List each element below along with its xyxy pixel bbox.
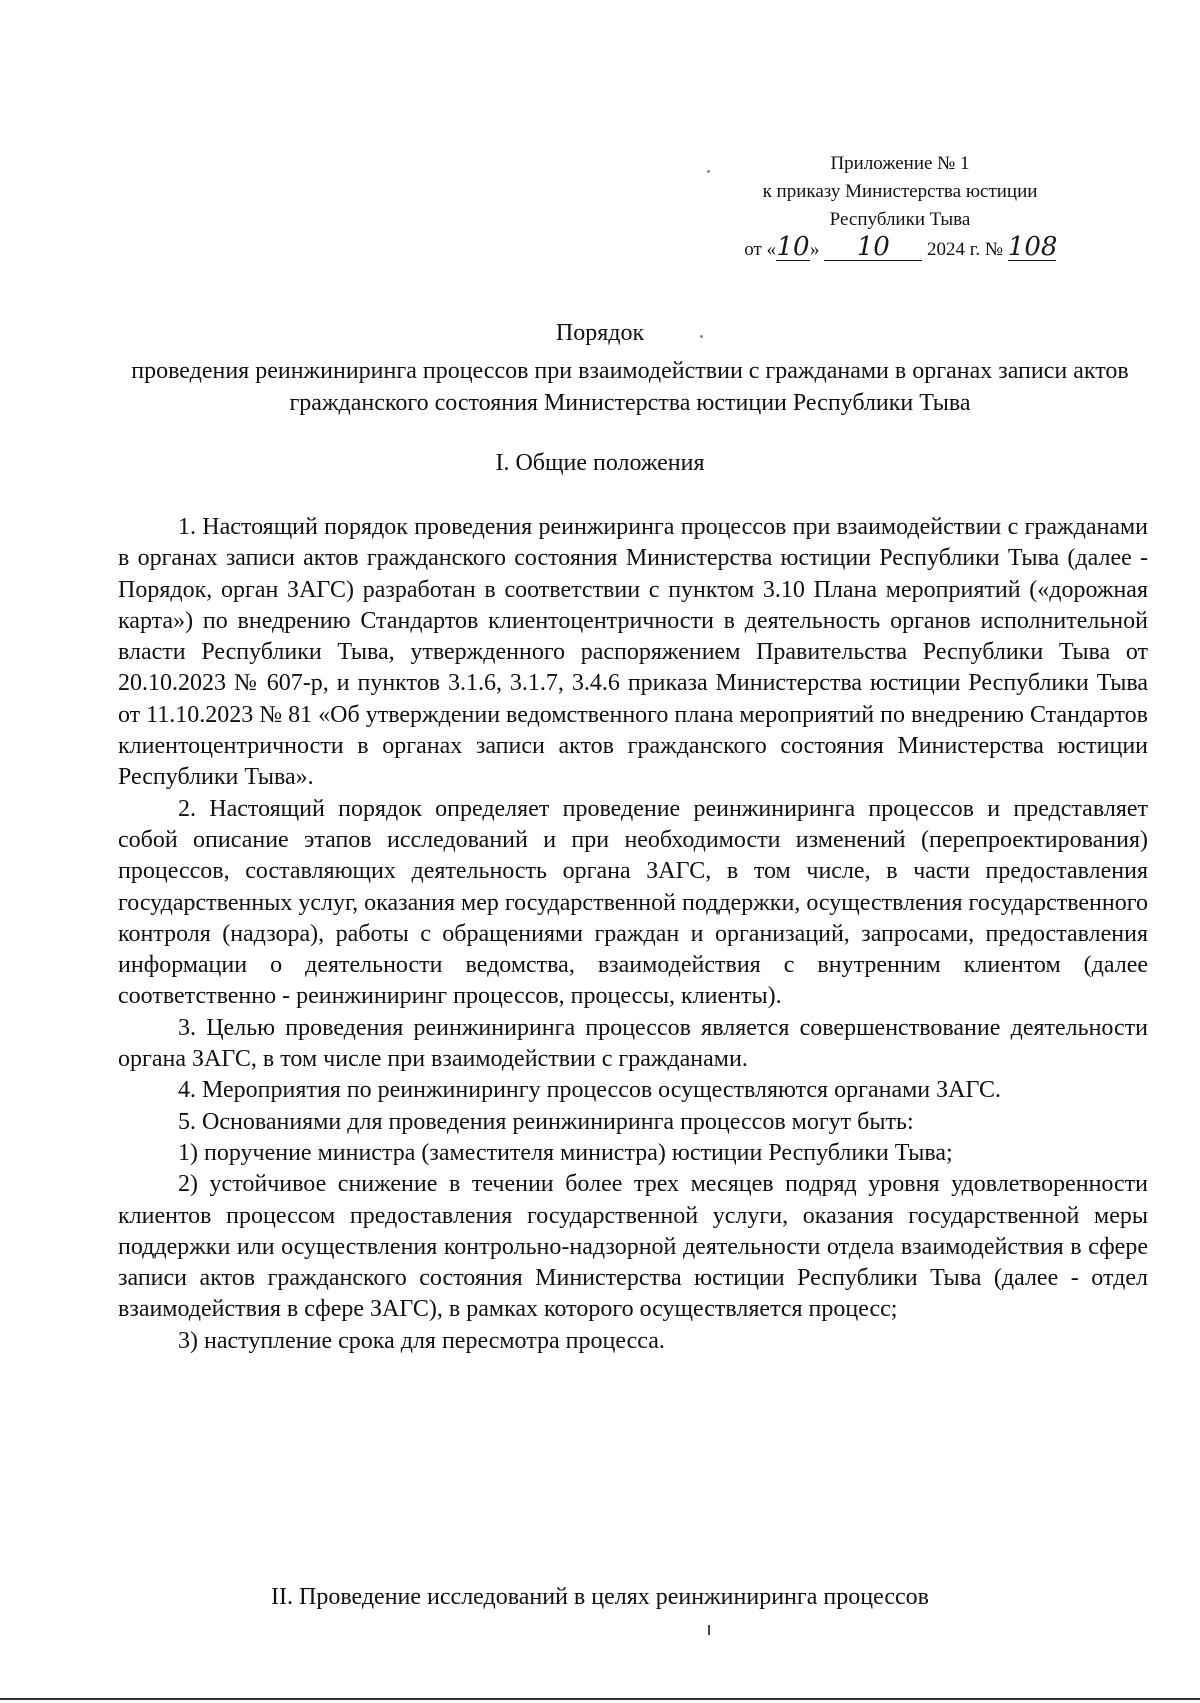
appendix-line-2: к приказу Министерства юстиции bbox=[762, 181, 1038, 202]
page-bottom-edge bbox=[0, 1698, 1200, 1700]
date-year: 2024 г. № bbox=[927, 239, 1004, 260]
date-day-suffix: » bbox=[810, 239, 820, 260]
handwritten-order-number: 108 bbox=[1007, 232, 1058, 262]
appendix-block bbox=[700, 150, 1100, 264]
paragraph-2: 2. Настоящий порядок определяет проведение реинжиниринга процессов и представляет собой описание этапов исследований и при необходимости изменений (перепроектирования) процессов, составляющих деятельность органа ЗАГС, в том числе, в части предоставления государственных услуг, оказания мер государственной поддержки, осуществления государственного контроля (надзора), работы с обращениями граждан и организаций, запросами, предоставления информации о деятельности ведомства, взаимодействия с внутренним клиентом (далее соответственно - реинжиниринг процессов, процессы, клиенты). bbox=[118, 795, 1148, 1010]
handwritten-month: 10 bbox=[824, 234, 922, 261]
appendix-line-1: Приложение № 1 bbox=[830, 153, 970, 174]
paragraph-4: 4. Мероприятия по реинжинирингу процессов осуществляются органами ЗАГС. bbox=[178, 1077, 1002, 1104]
scan-speck bbox=[708, 1625, 710, 1635]
paragraph-5: 5. Основаниями для проведения реинжиниринга процессов могут быть: bbox=[178, 1108, 914, 1135]
date-prefix: от « bbox=[744, 239, 777, 260]
appendix-line-3: Республики Тыва bbox=[829, 209, 971, 230]
section-1-heading: I. Общие положения bbox=[495, 450, 705, 476]
paragraph-1: 1. Настоящий порядок проведения реинжиринга процессов при взаимодействии с гражданами в органах записи актов гражданского состояния Министерства юстиции Республики Тыва (далее - Порядок, орган ЗАГС) разработан в соответствии с пунктом 3.10 Плана мероприятий («дорожная карта») по внедрению Стандартов клиентоцентричности в деятельность органов исполнительной власти Республики Тыва, утвержденного распоряжением Правительства Республики Тыва от 20.10.2023 № 607-р, и пунктов 3.1.6, 3.1.7, 3.4.6 приказа Министерства юстиции Республики Тыва от 11.10.2023 № 81 «Об утверждении ведомственного плана мероприятий по внедрению Стандартов клиентоцентричности в органах записи актов гражданского состояния Министерства юстиции Республики Тыва». bbox=[118, 514, 1148, 791]
list-item-1: 1) поручение министра (заместителя министра) юстиции Республики Тыва; bbox=[178, 1139, 953, 1166]
section-2-heading: II. Проведение исследований в целях реинжиниринга процессов bbox=[271, 1584, 929, 1610]
scan-speck bbox=[700, 335, 703, 338]
scan-speck bbox=[707, 170, 710, 173]
paragraph-3: 3. Целью проведения реинжиниринга процессов является совершенствование деятельности органа ЗАГС, в том числе при взаимодействии с гражданами. bbox=[118, 1014, 1148, 1073]
handwritten-day: 10 bbox=[776, 232, 810, 262]
list-item-2: 2) устойчивое снижение в течении более трех месяцев подряд уровня удовлетворенности клиентов процессом предоставления государственной услуги, оказания государственной меры поддержки или осуществления контрольно-надзорной деятельности отдела взаимодействия в сфере записи актов гражданского состояния Министерства юстиции Республики Тыва (далее - отдел взаимодействия в сфере ЗАГС), в рамках которого осуществляется процесс; bbox=[118, 1171, 1148, 1323]
document-title: Порядок bbox=[555, 320, 645, 346]
document-subtitle: проведения реинжиниринга процессов при взаимодействии с гражданами в органах записи актов гражданского состояния Министерства юстиции Республики Тыва bbox=[131, 358, 1129, 416]
list-item-3: 3) наступление срока для пересмотра процесса. bbox=[178, 1327, 665, 1354]
body-text bbox=[118, 512, 1148, 1357]
order-date-line bbox=[700, 234, 1100, 264]
